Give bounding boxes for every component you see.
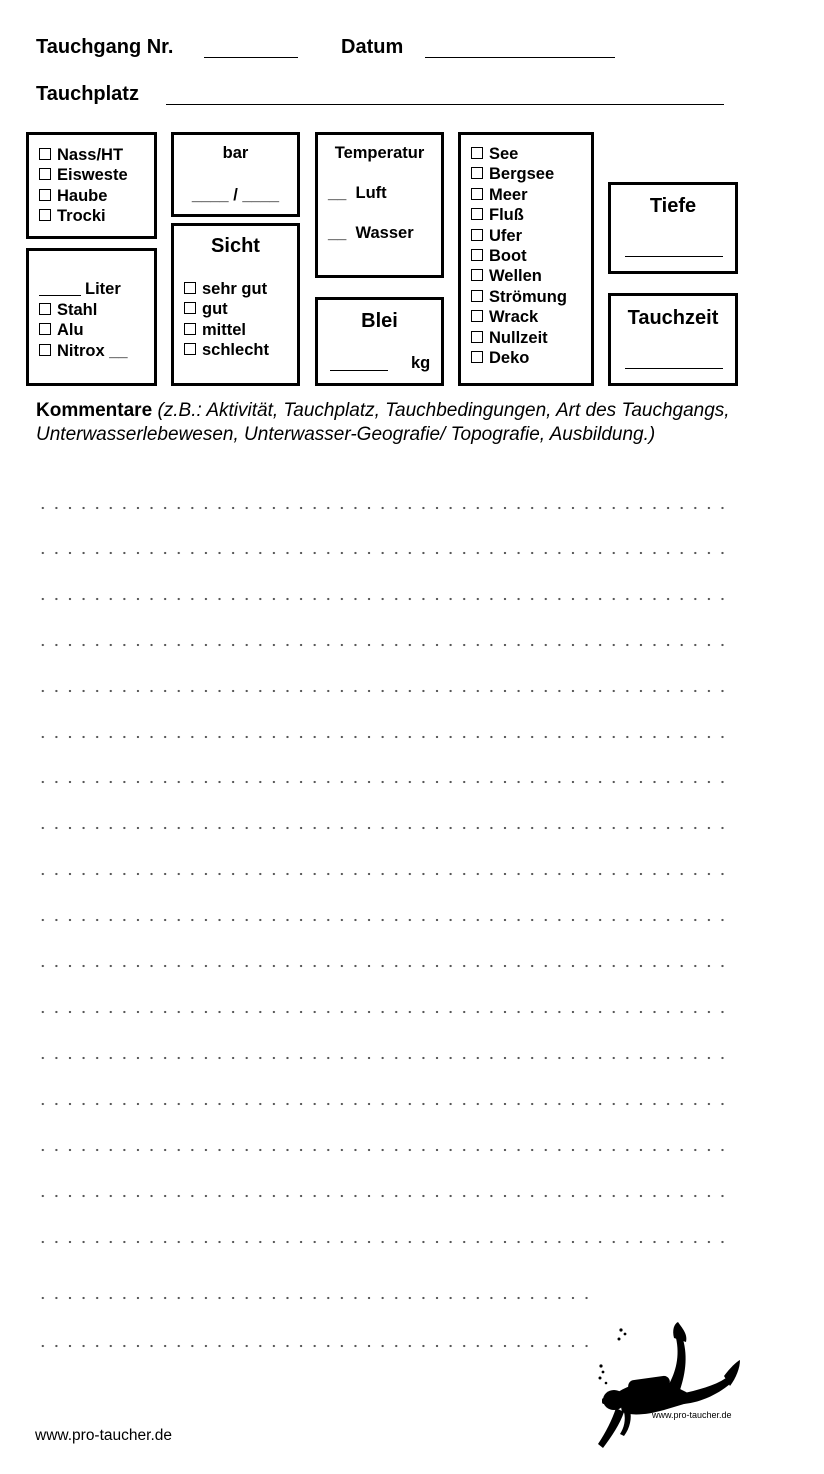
checkbox-icon[interactable] [39,148,51,160]
depth-box [608,182,738,274]
pressure-title: bar [222,144,249,162]
checkbox-icon[interactable] [471,269,483,281]
dotted-line[interactable] [36,594,726,604]
visibility-option[interactable]: schlecht [184,340,269,360]
pressure-field[interactable]: ____ / ____ [191,186,280,204]
dive-site-label: Tauchplatz [36,83,139,105]
condition-option[interactable]: Bergsee [471,164,567,184]
dive-time-field[interactable] [625,368,723,369]
dotted-line[interactable] [36,503,726,513]
tank-option[interactable]: Nitrox __ [39,341,128,361]
date-label: Datum [341,36,404,58]
footer-url[interactable]: www.pro-taucher.de [35,1427,172,1444]
dotted-line[interactable] [36,1099,726,1109]
conditions-box [458,132,594,386]
suit-option[interactable]: Haube [39,186,128,206]
condition-option[interactable]: See [471,144,567,164]
suit-option[interactable]: Eisweste [39,165,128,185]
dotted-line[interactable] [36,732,726,742]
checkbox-icon[interactable] [184,343,196,355]
comments-label: Kommentare [36,400,153,421]
checkbox-icon[interactable] [39,344,51,356]
dotted-line[interactable] [36,1007,726,1017]
visibility-option[interactable]: mittel [184,320,269,340]
logo-text: www.pro-taucher.de [652,1410,732,1420]
checkbox-icon[interactable] [471,208,483,220]
water-temperature-field[interactable]: __ Wasser [328,224,414,242]
visibility-box [171,223,300,386]
checkbox-icon[interactable] [184,282,196,294]
dotted-line[interactable] [36,1191,726,1201]
checkbox-icon[interactable] [39,209,51,221]
condition-option[interactable]: Wellen [471,266,567,286]
comments-hint: (z.B.: Aktivität, Tauchplatz, Tauchbedingungen, Art des Tauchgangs, Unterwasserlebewesen, Unterwasser-Geografie/ Topografie, Ausbildung.) [36,400,730,445]
dotted-line[interactable] [36,686,726,696]
suit-option[interactable]: Nass/HT [39,145,128,165]
dotted-line[interactable] [36,548,726,558]
suit-options [39,145,128,227]
dotted-line[interactable] [36,777,726,787]
checkbox-icon[interactable] [39,168,51,180]
checkbox-icon[interactable] [39,189,51,201]
checkbox-icon[interactable] [471,331,483,343]
tank-option[interactable]: Alu [39,320,128,340]
dotted-line[interactable] [36,961,726,971]
dotted-line[interactable] [36,915,726,925]
dotted-line[interactable] [36,869,726,879]
pressure-box [171,132,300,217]
diver-silhouette-icon [594,1320,744,1452]
depth-field[interactable] [625,256,723,257]
condition-option[interactable]: Ufer [471,226,567,246]
checkbox-icon[interactable] [39,323,51,335]
air-temperature-field[interactable]: __ Luft [328,184,387,202]
tank-options [39,300,128,361]
checkbox-icon[interactable] [471,310,483,322]
checkbox-icon[interactable] [471,188,483,200]
tank-box [26,248,157,386]
condition-option[interactable]: Meer [471,185,567,205]
checkbox-icon[interactable] [39,303,51,315]
conditions-options [471,144,567,368]
dotted-line[interactable] [36,1237,726,1247]
checkbox-icon[interactable] [471,167,483,179]
dotted-line[interactable] [36,823,726,833]
suit-box [26,132,157,239]
weight-unit: kg [411,354,431,372]
checkbox-icon[interactable] [471,249,483,261]
comments-heading [36,399,736,447]
dotted-line[interactable] [36,1293,591,1303]
liter-label: Liter [85,280,121,298]
dotted-line[interactable] [36,640,726,650]
weight-field[interactable] [330,370,388,371]
dotted-line[interactable] [36,1341,591,1351]
dive-time-box [608,293,738,386]
weight-box [315,297,444,386]
visibility-options [184,279,269,361]
dotted-line[interactable] [36,1145,726,1155]
dive-site-field[interactable] [166,104,724,105]
liter-field[interactable] [39,295,81,296]
dive-time-title: Tauchzeit [627,307,719,329]
temperature-title: Temperatur [334,144,425,162]
condition-option[interactable]: Wrack [471,307,567,327]
condition-option[interactable]: Strömung [471,287,567,307]
dotted-line[interactable] [36,1053,726,1063]
checkbox-icon[interactable] [471,290,483,302]
weight-title: Blei [361,310,398,332]
condition-option[interactable]: Deko [471,348,567,368]
checkbox-icon[interactable] [184,323,196,335]
condition-option[interactable]: Boot [471,246,567,266]
checkbox-icon[interactable] [184,302,196,314]
temperature-box [315,132,444,278]
visibility-option[interactable]: sehr gut [184,279,269,299]
suit-option[interactable]: Trocki [39,206,128,226]
dive-number-label: Tauchgang Nr. [36,36,174,58]
condition-option[interactable]: Nullzeit [471,328,567,348]
checkbox-icon[interactable] [471,147,483,159]
dive-number-field[interactable] [204,57,298,58]
condition-option[interactable]: Fluß [471,205,567,225]
tank-option[interactable]: Stahl [39,300,128,320]
checkbox-icon[interactable] [471,351,483,363]
checkbox-icon[interactable] [471,229,483,241]
visibility-option[interactable]: gut [184,299,269,319]
visibility-title: Sicht [211,235,260,257]
date-field[interactable] [425,57,615,58]
depth-title: Tiefe [649,195,697,217]
diver-logo [594,1320,744,1452]
